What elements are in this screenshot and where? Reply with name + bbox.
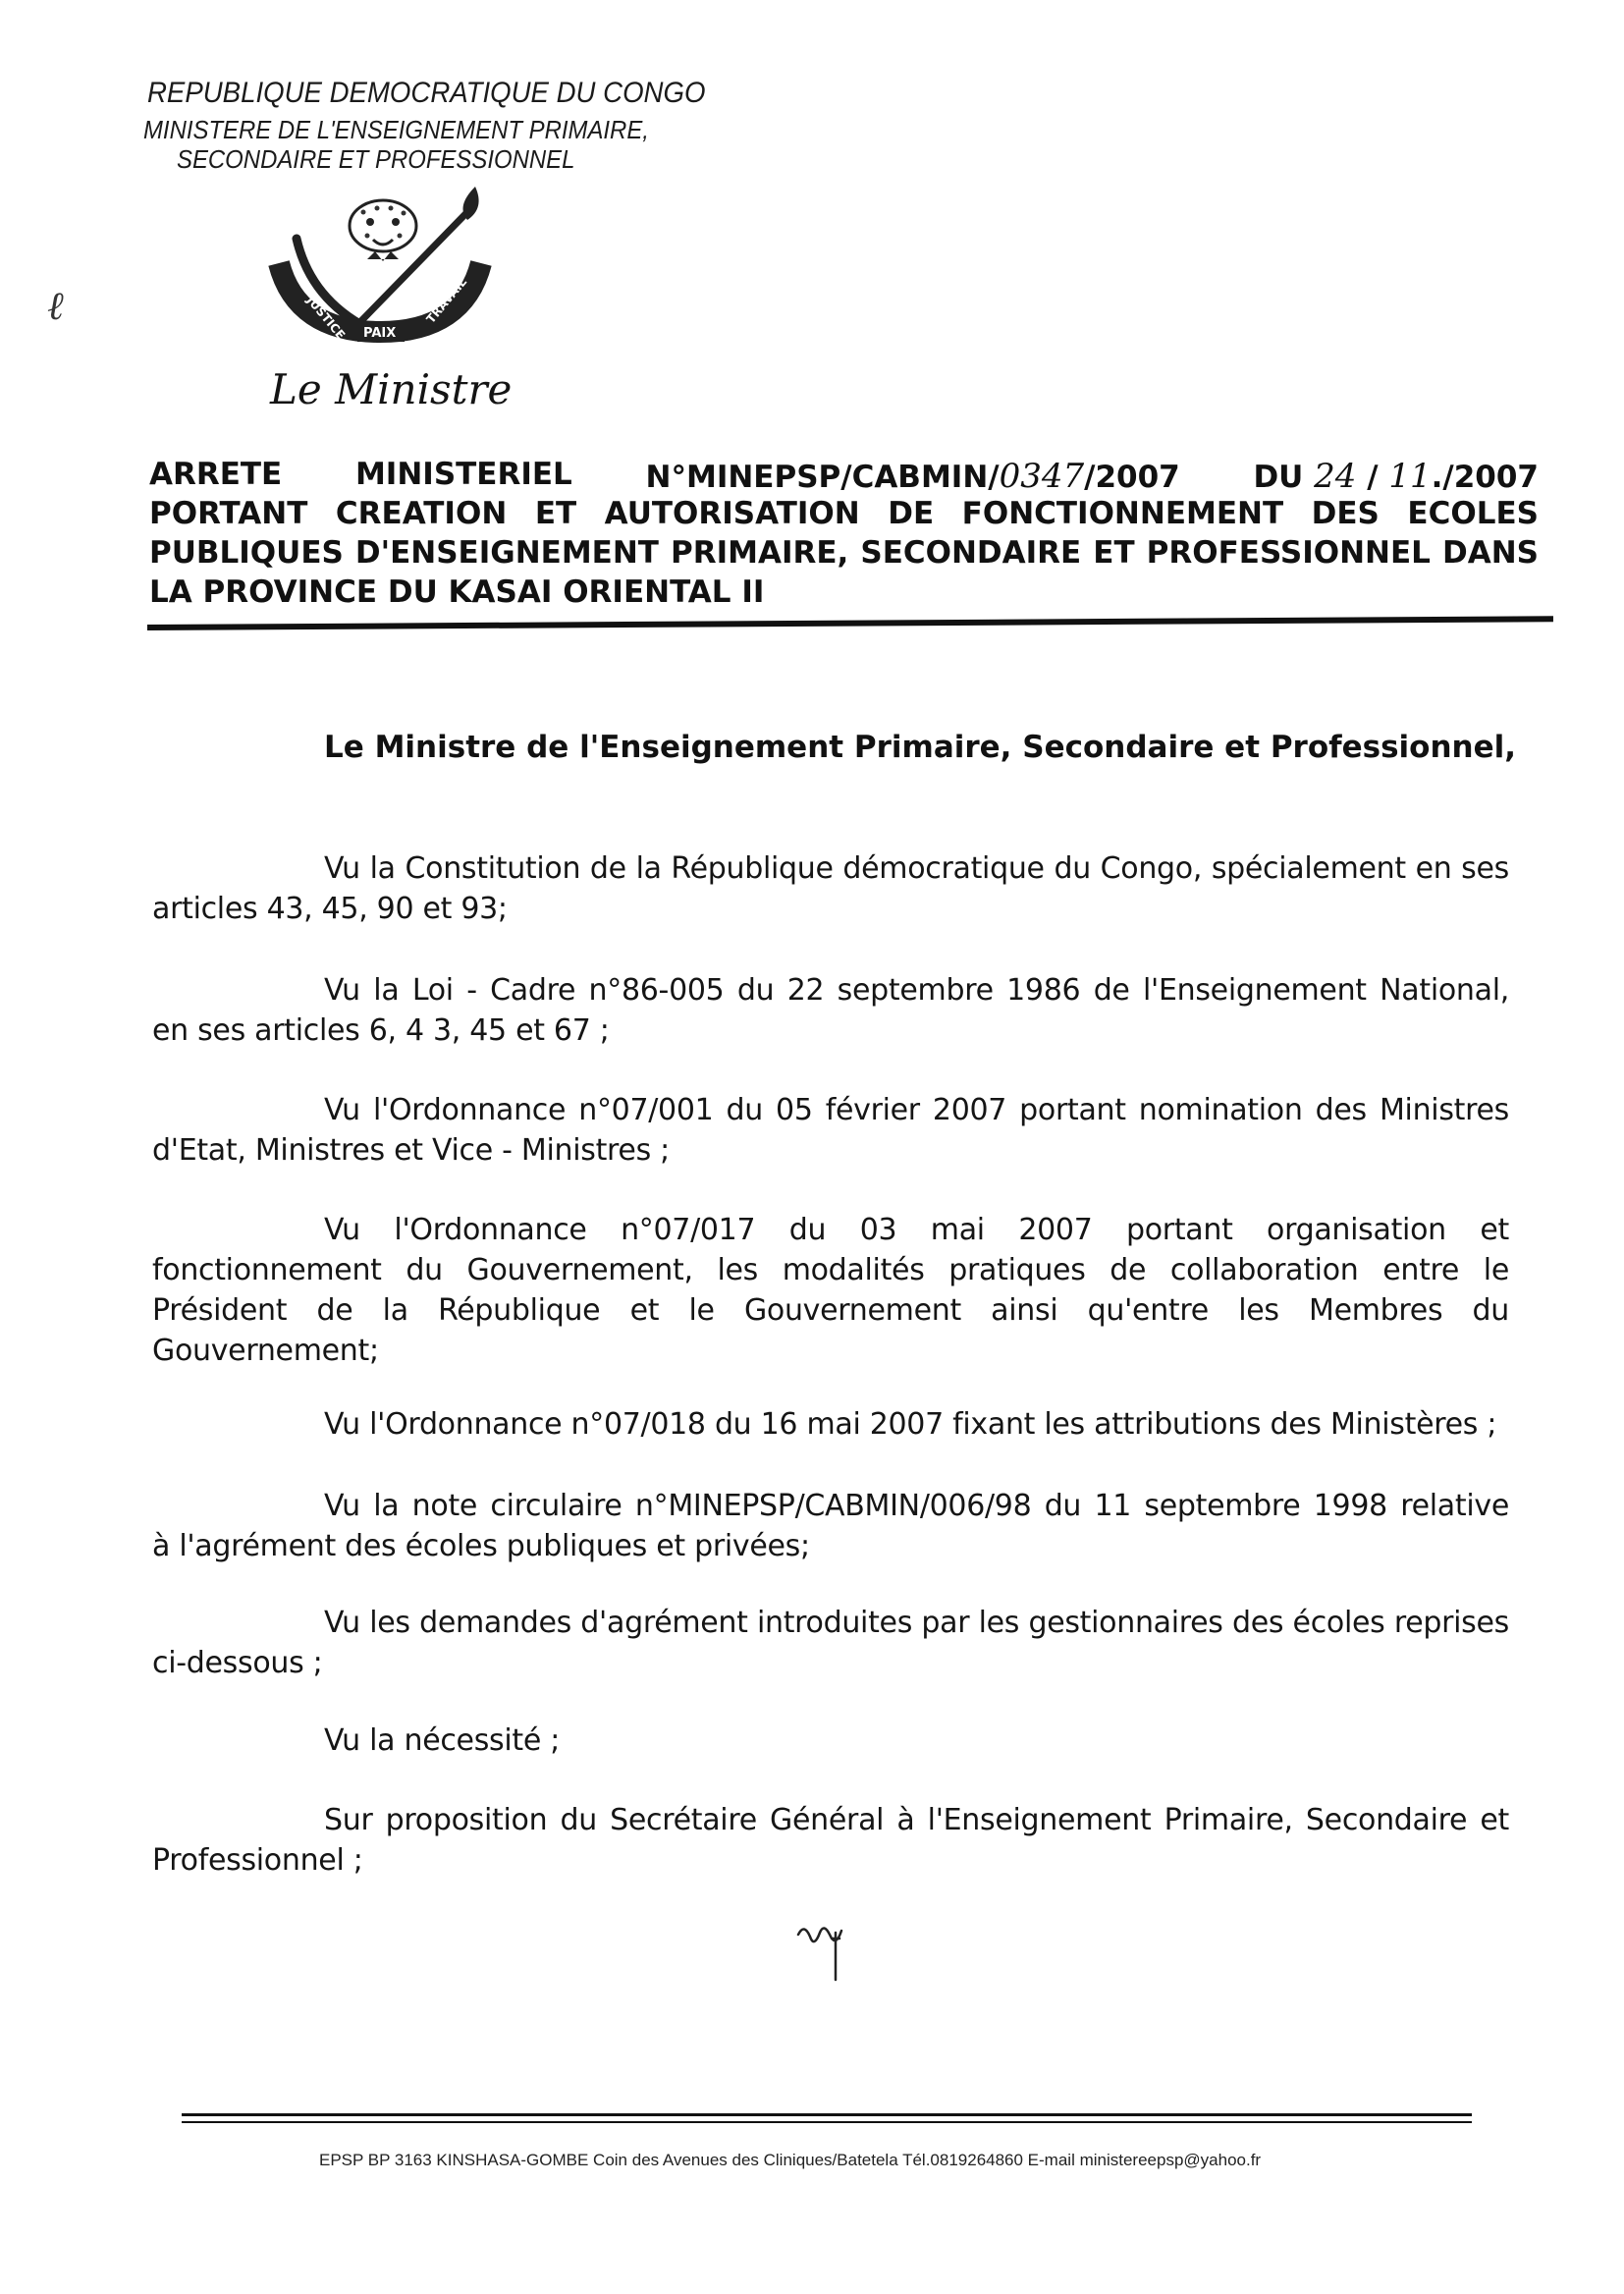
- recital-paragraph: Vu l'Ordonnance n°07/001 du 05 février 2007 portant nomination des Ministres d'Etat, Ministres et Vice - Ministres ;: [152, 1093, 1509, 1168]
- coat-of-arms-emblem-icon: [257, 185, 503, 352]
- decree-title-line1: [149, 457, 1539, 496]
- recital-paragraph: Vu la Constitution de la République démocratique du Congo, spécialement en ses articles 43, 45, 90 et 93;: [152, 851, 1509, 926]
- leopard-head-icon: [350, 200, 416, 261]
- recital-paragraph: Sur proposition du Secrétaire Général à l'Enseignement Primaire, Secondaire et Professionnel ;: [152, 1803, 1509, 1878]
- title-word: MINISTERIEL: [354, 457, 572, 492]
- signatory-title: Le Ministre: [270, 365, 513, 413]
- title-divider: [147, 616, 1553, 630]
- decree-title-line3: PUBLIQUES D'ENSEIGNEMENT PRIMAIRE, SECONDAIRE ET PROFESSIONNEL DANS: [149, 535, 1539, 571]
- handwritten-ref-number: 0347: [999, 457, 1085, 496]
- minister-subheading: Le Ministre de l'Enseignement Primaire, Secondaire et Professionnel,: [324, 730, 1517, 765]
- handwritten-initials-icon: [790, 1915, 859, 1984]
- emblem-motto-right: TRAVAIL: [423, 275, 470, 326]
- decree-title-line2: PORTANT CREATION ET AUTORISATION DE FONCTIONNEMENT DES ECOLES: [149, 496, 1539, 531]
- decree-title-line4: LA PROVINCE DU KASAI ORIENTAL II: [149, 574, 765, 610]
- margin-annotation-mark: ℓ: [47, 284, 64, 329]
- footer-divider-thin: [182, 2121, 1472, 2123]
- handwritten-date-day: 24: [1314, 457, 1357, 496]
- decree-date: DU 24 / 11./2007: [1253, 457, 1539, 496]
- recital-paragraph: Vu la Loi - Cadre n°86-005 du 22 septembre 1986 de l'Enseignement National, en ses articles 6, 4 3, 45 et 67 ;: [152, 973, 1509, 1048]
- footer-divider-thick: [182, 2113, 1472, 2116]
- emblem-motto-center: PAIX: [363, 326, 397, 341]
- republic-header: REPUBLIQUE DEMOCRATIQUE DU CONGO: [147, 77, 706, 109]
- recital-paragraph: Vu l'Ordonnance n°07/017 du 03 mai 2007 portant organisation et fonctionnement du Gouvernement, les modalités pratiques de collaboration entre le Président de la République et le Gouvernement ainsi qu'entre les Membres du Gouvernement;: [152, 1213, 1509, 1368]
- title-word: ARRETE: [149, 457, 283, 492]
- ministry-header-line1: MINISTERE DE L'ENSEIGNEMENT PRIMAIRE,: [143, 115, 649, 144]
- recital-paragraph: Vu l'Ordonnance n°07/018 du 16 mai 2007 fixant les attributions des Ministères ;: [324, 1407, 1497, 1442]
- handwritten-date-month: 11: [1388, 457, 1432, 496]
- recital-paragraph: Vu la nécessité ;: [324, 1723, 561, 1758]
- ministry-header-line2: SECONDAIRE ET PROFESSIONNEL: [177, 144, 575, 174]
- emblem-motto-left: JUSTICE: [303, 293, 349, 343]
- recital-paragraph: Vu la note circulaire n°MINEPSP/CABMIN/006/98 du 11 septembre 1998 relative à l'agrément des écoles publiques et privées;: [152, 1489, 1509, 1563]
- footer-contact-info: EPSP BP 3163 KINSHASA-GOMBE Coin des Avenues des Cliniques/Batetela Tél.0819264860 E-mail ministereepsp@yahoo.fr: [319, 2151, 1262, 2169]
- decree-reference: N°MINEPSP/CABMIN/0347/2007: [645, 457, 1180, 496]
- recital-paragraph: Vu les demandes d'agrément introduites par les gestionnaires des écoles reprises ci-dessous ;: [152, 1606, 1509, 1680]
